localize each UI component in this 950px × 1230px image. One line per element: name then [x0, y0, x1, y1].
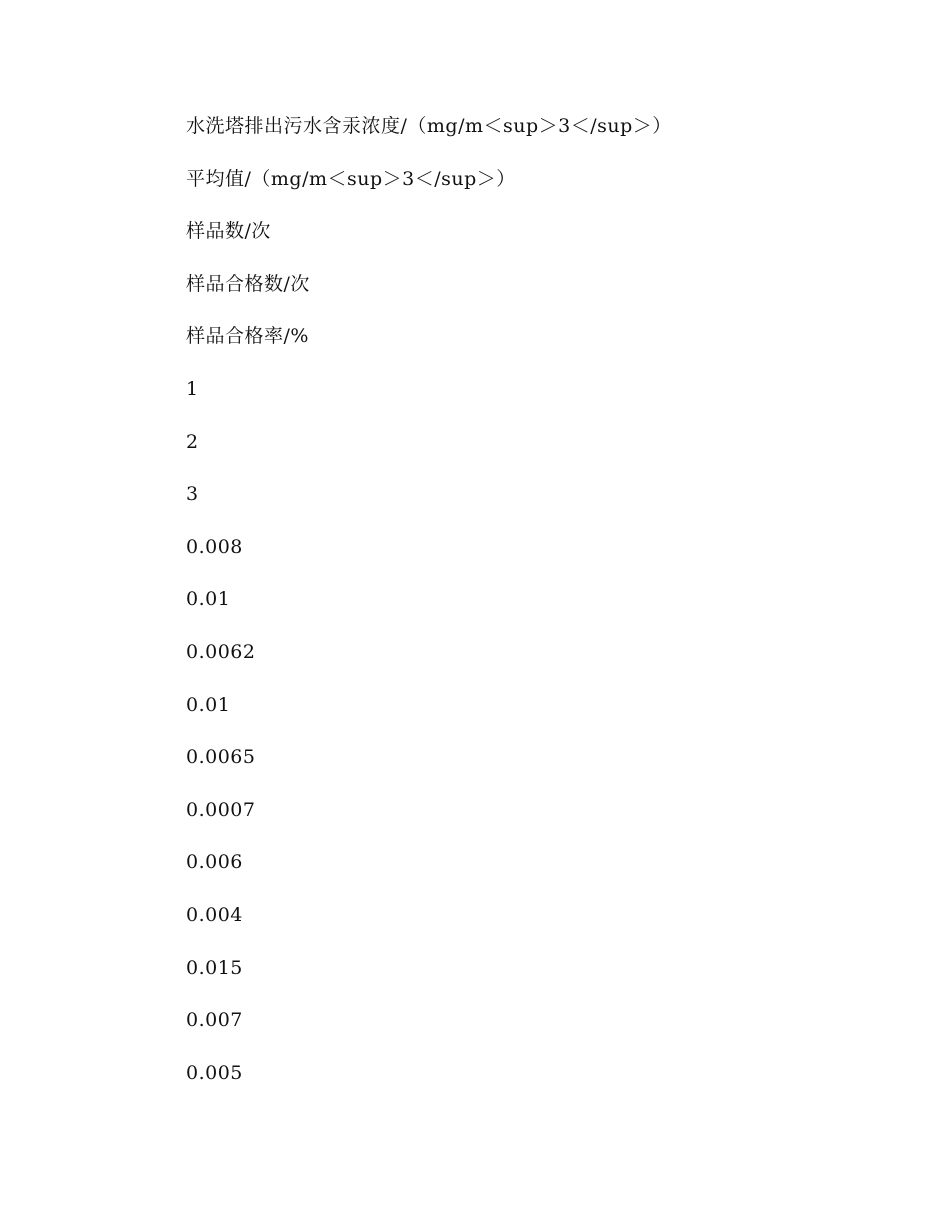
value-line: 0.0065	[186, 746, 256, 769]
value-line: 0.0062	[186, 640, 256, 663]
value-line: 0.005	[186, 1061, 243, 1084]
row-index-2: 2	[186, 430, 199, 453]
row-index-3: 3	[186, 483, 199, 506]
header-sample-count: 样品数/次	[186, 220, 271, 243]
value-line: 0.01	[186, 588, 231, 611]
value-line: 0.008	[186, 535, 243, 558]
header-qualified-rate: 样品合格率/%	[186, 325, 309, 348]
value-line: 0.01	[186, 693, 231, 716]
header-qualified-count: 样品合格数/次	[186, 272, 310, 295]
value-line: 0.007	[186, 1009, 243, 1032]
value-line: 0.006	[186, 851, 243, 874]
value-line: 0.0007	[186, 798, 256, 821]
header-average: 平均值/（mg/m＜sup＞3＜/sup＞）	[186, 167, 516, 190]
header-concentration: 水洗塔排出污水含汞浓度/（mg/m＜sup＞3＜/sup＞）	[186, 115, 672, 137]
text-lines	[186, 110, 672, 1109]
value-line: 0.015	[186, 956, 243, 979]
value-line: 0.004	[186, 903, 243, 926]
row-index-1: 1	[186, 377, 199, 400]
